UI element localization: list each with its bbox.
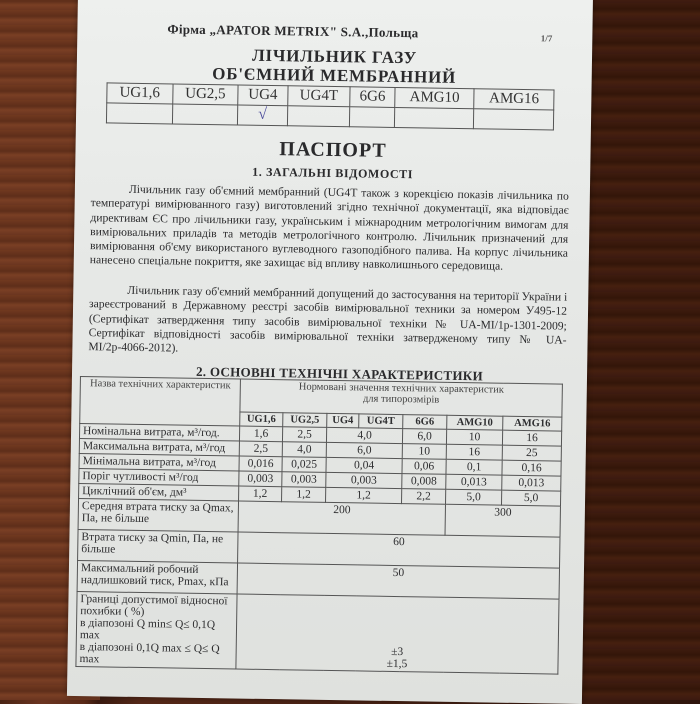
cell: 10 [446,429,502,445]
cell: 0,04 [326,457,402,473]
column-header-values [240,379,563,417]
cell: 16 [446,444,502,460]
row-label: Втрата тиску за Qmin, Па, не більше [78,530,238,564]
cell: 1,2 [282,487,326,503]
model-header: UG1,6 [240,412,283,427]
cell: 200 [238,501,445,535]
passport-title: ПАСПОРТ [279,138,387,162]
row-label: Мінімальна витрата, м³/год [79,454,239,472]
model-header: AMG16 [503,416,562,431]
values-header-text: Нормовані значення технічних характеристик [298,381,504,396]
cell: 1,6 [239,426,282,442]
page-number: 1/7 [540,33,553,44]
cell: 0,013 [446,474,502,490]
cell: 6,0 [326,442,402,458]
cell: 0,1 [446,459,502,475]
row-label: Максимальний робочий надлишковий тиск, Pmax, кПа [77,561,237,595]
cell: 4,0 [326,427,402,443]
document-title-line1: ЛІЧИЛЬНИК ГАЗУ [251,45,418,68]
model-header: AMG10 [447,415,503,430]
cell: 1,2 [239,486,282,502]
model-label: UG2,5 [172,84,238,105]
row-label: Циклічний об'єм, дм³ [79,484,239,502]
wooden-table-right [580,0,700,700]
row-label: Максимальна витрата, м³/год [79,439,239,457]
model-check-cell[interactable] [287,106,350,127]
cell: 2,2 [402,489,446,505]
model-label: AMG16 [474,89,554,110]
cell: 0,016 [239,456,282,472]
model-label: AMG10 [395,87,475,108]
cell: 50 [237,563,559,599]
specs-table [75,376,563,675]
column-header-name: Назва технічних характеристик [80,377,241,427]
cell: 300 [445,504,561,537]
model-check-cell[interactable] [474,109,554,130]
range2-label: в діапозоні 0,1Q max ≤ Q≤ Q max [79,641,220,666]
cell: 0,003 [282,472,326,488]
cell: 4,0 [282,442,326,458]
checkmark-icon: √ [258,105,268,123]
cell: 60 [238,532,560,568]
model-check-cell[interactable] [106,103,172,124]
section2-heading: 2. ОСНОВНІ ТЕХНІЧНІ ХАРАКТЕРИСТИКИ [195,363,484,384]
cell: 0,003 [326,472,402,488]
cell: 0,16 [502,460,561,476]
values-subheader-text: для типорозмірів [362,393,440,406]
model-header: UG4T [359,414,403,429]
cell [236,594,559,674]
company-header: Фірма „APATOR METRIX" S.A.,Польща [167,21,419,41]
paragraph-text: Лічильник газу об'ємний мембранний (UG4T також з корекцією показів лічильника по температурі вимірюванного газу) виготовлений згідно технічної документації, яка відповідає директивам ЄС про лічильники газу, українським і міжнародним метрологічним вимогам для вимірювальних приладів та методів метрологічного контролю. Лічильник призначений для вимірювання об'єму використаного вуглеводного газоподібного палива. На корпус лічильника нанесено спеціальне покриття, яке захищає від впливу навколишнього середовища. [89,182,569,274]
table-row [76,592,559,675]
model-header: UG2,5 [283,413,327,428]
row-label: Поріг чутливості м³/год [79,469,239,487]
cell: 0,008 [402,474,446,490]
section1-paragraph1 [90,182,569,275]
cell: 2,5 [239,441,282,457]
model-check-cell[interactable] [350,107,395,128]
document-title-line2: ОБ'ЄМНИЙ МЕМБРАННИЙ [212,64,457,87]
model-header: UG4 [327,413,359,428]
section1-heading: 1. ЗАГАЛЬНІ ВІДОМОСТІ [252,164,414,182]
range1-label: в діапозоні Q min≤ Q≤ 0,1Q max [79,617,216,642]
cell: 2,5 [282,427,326,443]
model-check-cell[interactable] [172,104,238,125]
range1-value: ±3 [391,645,404,659]
cell: 0,013 [502,475,561,491]
row-label [76,592,237,670]
cell: 5,0 [501,490,560,506]
model-check-cell[interactable] [238,105,288,126]
model-selector-table [106,82,555,130]
cell: 5,0 [445,489,501,505]
model-label: UG4T [287,86,350,107]
cell: 6,0 [402,429,446,445]
range2-value: ±1,5 [386,657,408,671]
cell: 0,003 [239,471,282,487]
row-label: Номінальна витрата, м³/год. [79,424,239,442]
paragraph-text: Лічильник газу об'ємний мембранний допущений до застосування на території України і зареєстрований в Державному реєстрі засобів вимірювальної техники за номером У495-12 (Сертифікат затвердження типу засобів вимірювальної техніки № UA-MI/1р-1301-2009; Сертифікат відповідності засобів вимірювальної техніки затвердженому типу № UA-MI/2р-4066-2012). [88,283,568,355]
row-label: Середня втрата тиску за Qmax, Па, не більше [78,499,238,533]
model-label: 6G6 [350,87,395,108]
passport-document [67,0,593,704]
model-label: UG4 [238,85,288,106]
cell: 1,2 [326,487,402,503]
model-label: UG1,6 [107,83,173,104]
cell: 16 [502,430,561,446]
cell: 0,06 [402,459,446,475]
section1-paragraph2 [88,283,567,362]
cell: 10 [402,444,446,460]
error-limits-label: Границі допустимої відносної похибки ( %) [80,593,228,619]
cell: 25 [502,445,561,461]
model-header: 6G6 [403,415,447,430]
model-check-cell[interactable] [394,107,474,128]
cell: 0,025 [282,457,326,473]
